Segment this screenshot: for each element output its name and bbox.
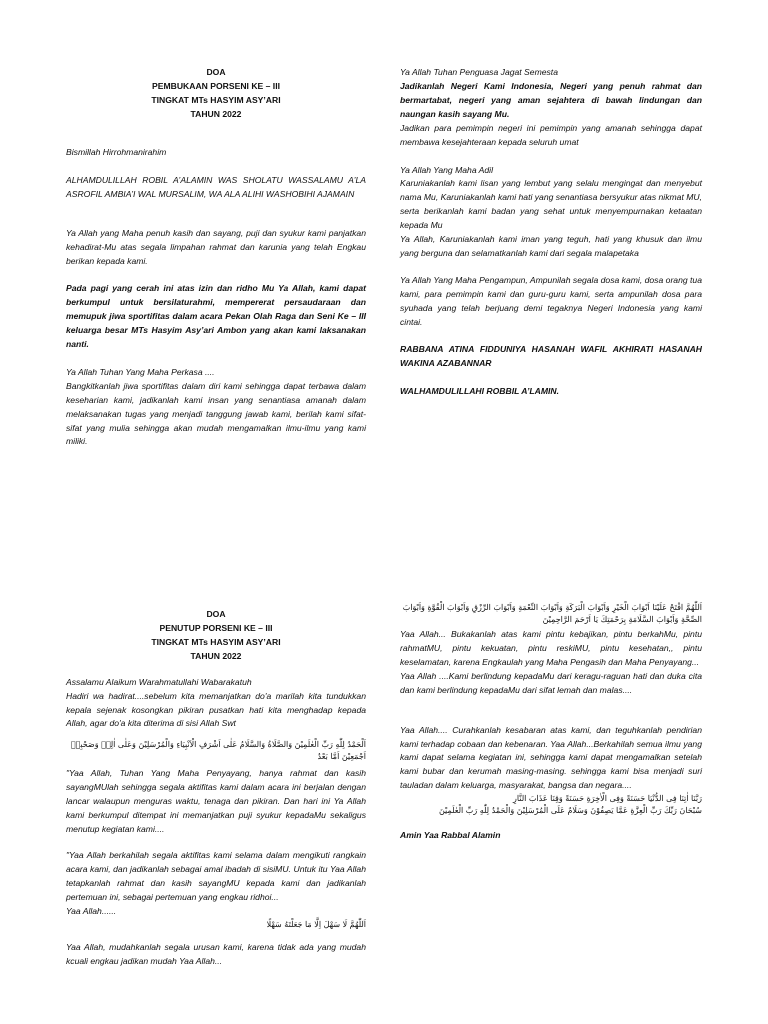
salawat: ALHAMDULILLAH ROBIL A’ALAMIN WAS SHOLATU WASSALAMU A’LA ASROFIL AMBIA’I WAL MURSALIM, WA ALA ALIHI WASHOBIHI AJAMAIN bbox=[66, 174, 366, 199]
opening-left-column bbox=[66, 66, 366, 449]
paragraph: Yaa Allah.... Curahkanlah kesabaran atas kami, dan teguhkanlah pendirian kami terhadap cobaan dan kebenaran. Yaa Allah...Berkahilah semua ilmu yang kami dapat selama kegiatan ini, sehingga kami dapat mengamalkan setelah kami bubar dan kerumah masing-masing. sehingga kami bisa menjadi suri tauladan dalam keluarga, masyarakat, bangsa dan negara.... bbox=[400, 724, 702, 791]
rabbana: RABBANA ATINA FIDDUNIYA HASANAH WAFIL AKHIRATI HASANAH WAKINA AZABANNAR bbox=[400, 343, 702, 368]
heading-line: TINGKAT MTs HASYIM ASY’ARI bbox=[151, 94, 281, 105]
heading-line: PEMBUKAAN PORSENI KE – III bbox=[152, 80, 280, 91]
paragraph: Bangkitkanlah jiwa sportifitas dalam diri kami sehingga dapat terbawa dalam keseharian kami, jadikanlah kami insan yang senantiasa amanah dalam melaksanakan tugas yang menjadi tanggung jawab kami, berilah kami sifat-sifat yang mulia sehingga akan mudah mengamalkan ilmu-ilmu yang kami miliki. bbox=[66, 380, 366, 447]
paragraph: Yaa Allah...... bbox=[66, 905, 117, 916]
heading-line: TINGKAT MTs HASYIM ASY’ARI bbox=[151, 636, 281, 647]
paragraph: Pada pagi yang cerah ini atas izin dan ridho Mu Ya Allah, kami dapat berkumpul untuk bersilaturahmi, mempererat persaudaraan dan memupuk jiwa sportifitas dalam acara Pekan Olah Raga dan Seni Ke – III keluarga besar MTs Hasyim Asy’ari Ambon yang akan kami laksanakan nanti. bbox=[66, 283, 366, 349]
paragraph: Karuniakanlah kami lisan yang lembut yang selalu mengingat dan menyebut nama Mu, Karuniakanlah kami hati yang senantiasa bersyukur atas nikmat MU, serta berikanlah kami badan yang sehat untuk menyempurnakan ketaatan kepada Mu bbox=[400, 178, 702, 231]
heading-line: TAHUN 2022 bbox=[190, 650, 242, 661]
arabic-text: سُبْحَانَ رَبِّكَ رَبِّ الْعِزَّةِ عَمَّا يَصِفُوْنَ وَسَلَامٌ عَلَى الْمُرْسَلِيْنَ وَالْحَمْدُ لِلّٰهِ رَبِّ الْعٰلَمِيْنَ bbox=[438, 806, 702, 816]
paragraph: Yaa Allah... Bukakanlah atas kami pintu kebajikan, pintu berkahMu, pintu rahmatMU, pintu kekuatan, pintu reskiMU, pintu kesehatan,, pintu keselamatan, karena Engkaulah yang Maha Pengasih dan Maha Penyayang... bbox=[400, 629, 702, 667]
paragraph: Hadiri wa hadirat....sebelum kita memanjatkan do'a marilah kita tundukkan kepala sejenak kosongkan pikiran pusatkan hati kita menghadap kepada Allah, agar do'a kita diterima di sisi Allah Swt bbox=[66, 690, 366, 729]
paragraph: Jadikan para pemimpin negeri ini pemimpin yang amanah sehingga dapat membawa kesejahteraan kepada seluruh umat bbox=[400, 122, 702, 147]
paragraph: "Yaa Allah, Tuhan Yang Maha Penyayang, hanya rahmat dan kasih sayangMUlah sehingga segala aktifitas kami dalam acara ini berjalan dengan lancar walaupun menguras waktu, tenaga dan pikiran. Dan hari ini Ya Allah kami berkumpul ditempat ini memanjatkan puji syukur kepadaMu sekaligus menutup kegiatan kami.... bbox=[66, 768, 366, 835]
opening-heading bbox=[66, 66, 366, 122]
arabic-text: اَلْحَمْدُ لِلّٰهِ رَبِّ الْعٰلَمِيْنَ وَالصَّلَاةُ وَالسَّلَامُ عَلٰى اَشْرَفِ الْاَنْبِيَاءِ وَالْمُرْسَلِيْنَ وَعَلٰى اٰلِهٖ وَصَحْبِهٖ اَجْمَعِيْنَ اَمَّا بَعْدُ bbox=[70, 740, 366, 762]
heading-line: TAHUN 2022 bbox=[190, 108, 242, 119]
amin: Amin Yaa Rabbal Alamin bbox=[400, 830, 501, 841]
paragraph: Ya Allah yang Maha penuh kasih dan sayang, puji dan syukur kami panjatkan kehadirat-Mu atas segala limpahan rahmat dan karunia yang telah Engkau berikan kepada kami. bbox=[66, 228, 366, 267]
closing-line: WALHAMDULILLAHI ROBBIL A’LAMIN. bbox=[400, 385, 559, 396]
arabic-text: رَبَّنَا اٰتِنَا فِى الدُّنْيَا حَسَنَةً وَفِى الْاٰخِرَةِ حَسَنَةً وَقِنَا عَذَابَ النَّارِ bbox=[512, 794, 702, 804]
paragraph: Jadikanlah Negeri Kami Indonesia, Negeri yang penuh rahmat dan bermartabat, negeri yang aman sejahtera di bawah lindungan dan naungan kasih sayang Mu. bbox=[400, 80, 702, 119]
heading-line: DOA bbox=[206, 609, 226, 619]
paragraph: Ya Allah, Karuniakanlah kami iman yang teguh, hati yang khusuk dan ilmu yang berguna dan selamatkanlah kami dari segala malapetaka bbox=[400, 234, 702, 259]
paragraph: Yaa Allah ....Kami berlindung kepadaMu dari keragu-raguan hati dan duka cita dan kami berlindung kepadaMu dari sifat lemah dan malas.... bbox=[400, 670, 702, 695]
closing-heading bbox=[66, 608, 366, 664]
heading-line: PENUTUP PORSENI KE – III bbox=[159, 622, 273, 633]
opening-right-column bbox=[400, 66, 702, 398]
paragraph: Yaa Allah, mudahkanlah segala urusan kami, karena tidak ada yang mudah kcuali engkau jadikan mudah Yaa Allah... bbox=[66, 941, 366, 966]
closing-left-column bbox=[66, 608, 366, 968]
paragraph-title: Ya Allah Tuhan Penguasa Jagat Semesta bbox=[400, 67, 558, 77]
arabic-text: اَللّٰهُمَّ لَا سَهْلَ اِلَّا مَا جَعَلْتَهُ سَهْلًا bbox=[266, 919, 366, 929]
closing-right-column bbox=[400, 602, 702, 843]
arabic-text: اَللّٰهُمَّ افْتَحْ عَلَيْنَا اَبْوَابَ الْخَيْرِ وَاَبْوَابَ الْبَرَكَةِ وَاَبْوَابَ النِّعْمَةِ وَاَبْوَابَ الرِّزْقِ وَاَبْوَابَ الْقُوَّةِ وَاَبْوَابَ الصِّحَّةِ وَاَبْوَابَ السَّلَامَةِ بِرَحْمَتِكَ يَا اَرْحَمَ الرَّاحِمِيْنَ bbox=[402, 603, 702, 624]
paragraph: "Yaa Allah berkahilah segala aktifitas kami selama dalam mengikuti rangkain acara kami, dan jadikanlah sebagai amal ibadah di sisiMU. Untuk itu Yaa Allah tetapkanlah rahmat dan kasih sayangMU kepada kami dan jadikanlah pertemuan ini, sebagai pertemuan yang engkau ridhoi... bbox=[66, 849, 366, 902]
paragraph-title: Ya Allah Yang Maha Adil bbox=[400, 164, 493, 175]
bismillah: Bismillah Hirrohmanirahim bbox=[66, 146, 167, 157]
paragraph-title: Ya Allah Tuhan Yang Maha Perkasa .... bbox=[66, 366, 215, 377]
paragraph: Ya Allah Yang Maha Pengampun, Ampunilah segala dosa kami, dosa orang tua kami, para pemimpin kami dan guru-guru kami, serta ampunilah dosa para syuhada yang telah berjuang demi tegaknya Negeri Indonesia yang kami cintai. bbox=[400, 274, 702, 327]
heading-line: DOA bbox=[206, 67, 226, 77]
salam: Assalamu Alaikum Warahmatullahi Wabarakatuh bbox=[66, 676, 252, 687]
